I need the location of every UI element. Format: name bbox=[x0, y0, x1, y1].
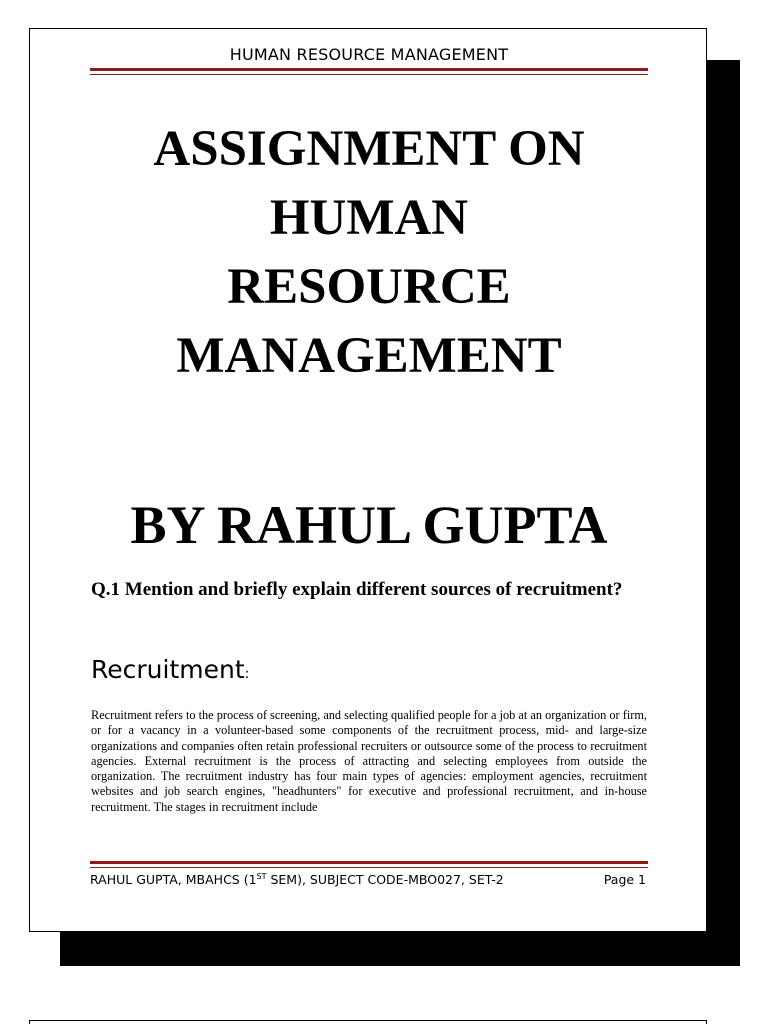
footer-superscript: ST bbox=[256, 872, 267, 881]
footer-author-info bbox=[90, 872, 504, 887]
footer-rule-thin bbox=[90, 867, 648, 868]
footer-text-suffix: SEM), SUBJECT CODE-MBO027, SET-2 bbox=[266, 872, 504, 887]
header-rule-thin bbox=[90, 74, 648, 75]
title-line: RESOURCE bbox=[227, 259, 511, 315]
title-line: HUMAN bbox=[269, 190, 469, 246]
title-line: MANAGEMENT bbox=[176, 328, 562, 384]
question-heading: Q.1 Mention and briefly explain different sources of recruitment? bbox=[91, 579, 623, 600]
footer-rule-thick bbox=[90, 861, 648, 864]
page-number: Page 1 bbox=[603, 872, 646, 887]
section-heading-text: Recruitment bbox=[91, 655, 245, 684]
header-rule-thick bbox=[90, 68, 648, 71]
section-heading-colon: : bbox=[244, 666, 250, 682]
author-line: BY RAHUL GUPTA bbox=[130, 495, 608, 555]
document-title bbox=[70, 115, 668, 391]
title-line: ASSIGNMENT ON bbox=[153, 121, 585, 177]
section-heading bbox=[91, 655, 249, 684]
body-paragraph: Recruitment refers to the process of screening, and selecting qualified people for a job at an organization or firm, or for a vacancy in a volunteer-based some components of the recruitment process, mid- and large-size organizations and companies often retain professional recruiters or outsource some of the process to recruitment agencies. External recruitment is the process of attracting and selecting employees from outside the organization. The recruitment industry has four main types of agencies: employment agencies, recruitment websites and job search engines, "headhunters" for executive and professional recruitment, and in-house recruitment. The stages in recruitment include bbox=[91, 708, 647, 814]
document-page bbox=[29, 28, 707, 932]
running-header: HUMAN RESOURCE MANAGEMENT bbox=[229, 45, 509, 64]
next-page-edge bbox=[29, 1020, 707, 1024]
footer-text-prefix: RAHUL GUPTA, MBAHCS (1 bbox=[90, 872, 257, 887]
